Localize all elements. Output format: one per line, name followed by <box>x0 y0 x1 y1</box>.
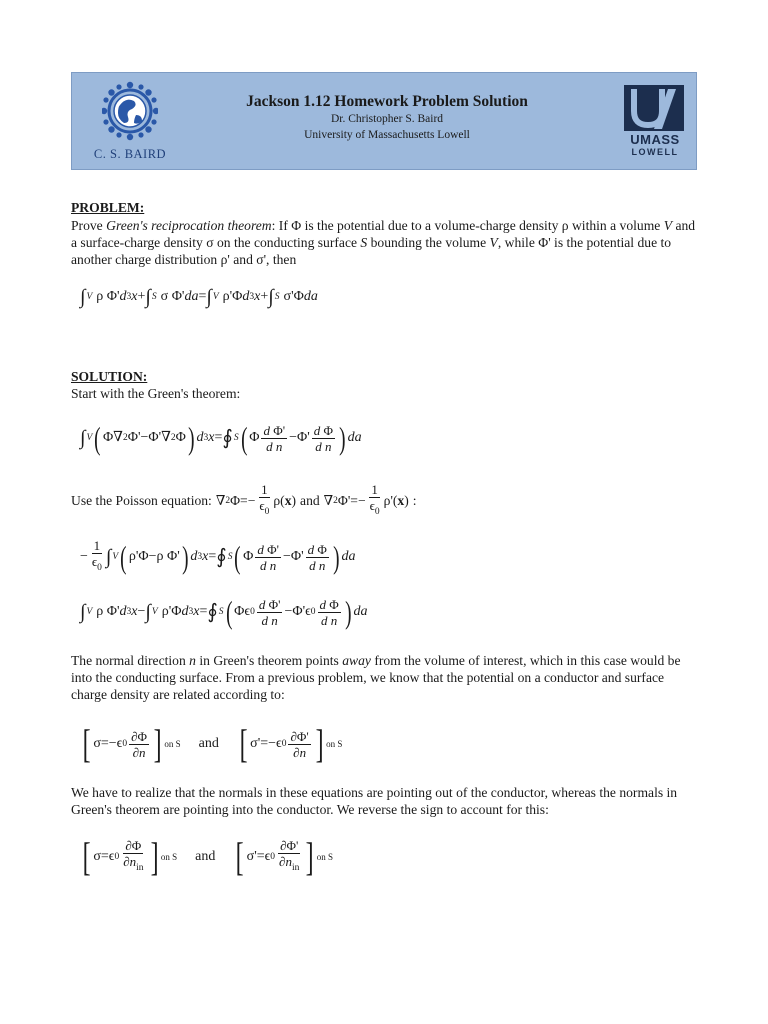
header-text <box>222 93 552 143</box>
umass-lowell-logo-icon <box>624 85 684 131</box>
problem-text-7: bounding the volume <box>367 235 490 250</box>
normal-text-1: The normal direction <box>71 653 190 668</box>
problem-text-4: V <box>663 218 673 233</box>
poisson-intro: Use the Poisson equation: <box>71 493 212 508</box>
equation-greens-theorem: ∫ V ( Φ∇ 2 Φ'−Φ'∇ 2 Φ ) d 3 x = ∮ S ( Φ $\frac{\text{d Φ'}}{\text{d n}}$ −Φ' $\frac{\text{d Φ}}{\text{d n}}$ ) da <box>80 420 362 456</box>
right-logo-line2: LOWELL <box>631 147 679 157</box>
page-title: Jackson 1.12 Homework Problem Solution <box>246 93 528 110</box>
problem-text-1: Prove <box>71 218 107 233</box>
realize-paragraph: We have to realize that the normals in these equations are pointing out of the conductor, whereas the normals in Green's theorem are pointing into the conductor. We reverse the sign to account for this: <box>71 785 678 817</box>
normal-text-4: away <box>342 653 371 668</box>
cs-baird-logo <box>84 81 174 163</box>
solution-heading: SOLUTION: <box>71 369 148 384</box>
normal-text-5: from the volume of interest, which in this case would be into the conducting surface. From a previous problem, we know that the potential on a conductor and surface charge density are related according to: <box>71 653 681 702</box>
problem-statement <box>71 217 701 268</box>
equation-boundary-inward: [ σ=ϵ 0 $\frac{\partial\Phi}{\partial n_{in}}$ ] on S and [ σ'=ϵ 0 $\frac{\partial\Phi'}{\partial n_{in}}$ ] on S <box>82 834 333 879</box>
problem-text-3: : If Φ is the potential due to a volume-charge density ρ within a volume <box>271 218 664 233</box>
problem-text-9: , while Φ' is the potential due to another charge distribution ρ' and σ', then <box>71 235 672 267</box>
affiliation: University of Massachusetts Lowell <box>304 129 470 141</box>
poisson-line: Use the Poisson equation: ∇ 2 Φ=− $\frac{1}{\epsilon_0}$ ρ( x ) and ∇ 2 Φ'=− $\frac{1}{\epsilon_0}$ ρ'( x ) : <box>71 482 417 517</box>
problem-heading: PROBLEM: <box>71 200 145 215</box>
umass-lowell-logo <box>624 85 686 161</box>
author-name: Dr. Christopher S. Baird <box>330 113 444 125</box>
normal-direction-paragraph <box>71 652 701 703</box>
equation-step-1: − $\frac{1}{\epsilon_0}$ ∫ V ( ρ'Φ−ρ Φ' ) d 3 x = ∮ S ( Φ $\frac{\text{d Φ'}}{\text{d n}}$ −Φ' $\frac{\text{d Φ}}{\text{d n}}$ ) da <box>80 538 356 575</box>
poisson-and: and <box>300 493 320 508</box>
and-word-1: and <box>198 736 219 751</box>
normal-text-2: n <box>189 653 196 668</box>
gear-globe-logo-icon <box>102 81 158 141</box>
problem-text-8: V <box>489 235 498 250</box>
equation-reciprocation: ∫ V ρ Φ' d 3 x + ∫ S σ Φ' da = ∫ V ρ'Φ d 3 x + ∫ S σ'Φ da <box>80 286 318 308</box>
left-logo-text: C. S. BAIRD <box>93 147 167 161</box>
solution-greens-text: Start with the Green's theorem: <box>71 386 241 401</box>
normal-text-3: in Green's theorem points <box>195 653 343 668</box>
problem-text-5: and a surface-charge density σ on the conducting surface <box>71 218 696 250</box>
problem-text-6: S <box>360 235 368 250</box>
equation-step-2: ∫ V ρ Φ' d 3 x − ∫ V ρ'Φ d 3 x = ∮ S ( Φϵ 0 $\frac{\text{d Φ'}}{\text{d n}}$ −Φ'ϵ 0 $\frac{\text{d Φ}}{\text{d n}}$ ) da <box>80 594 368 630</box>
right-logo-line1: UMASS <box>630 132 680 147</box>
and-word-2: and <box>195 849 216 864</box>
equation-boundary-outward: [ σ=−ϵ 0 $\frac{\partial\Phi}{\partial n}$ ] on S and [ σ'=−ϵ 0 $\frac{\partial\Phi'}{\partial n}$ ] on S <box>82 721 343 766</box>
header-banner <box>71 72 697 170</box>
problem-text-2: Green's reciprocation theorem <box>106 218 272 233</box>
